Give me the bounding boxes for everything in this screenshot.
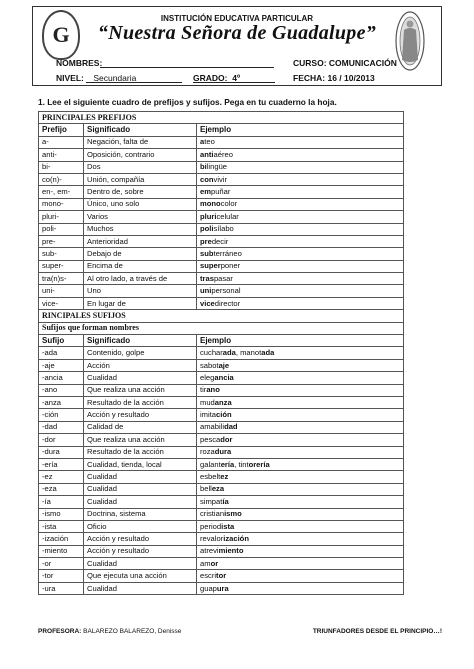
example-cell <box>197 161 404 173</box>
column-header: Significado <box>84 124 197 136</box>
suffix-row <box>39 471 404 483</box>
prefix-row <box>39 235 404 247</box>
example-stem: galant <box>200 459 221 469</box>
suffix-cell: -dor <box>39 434 84 446</box>
meaning-cell: Que realiza una acción <box>84 384 197 396</box>
meaning-cell: Dos <box>84 161 197 173</box>
example-cell <box>197 520 404 532</box>
example-cell <box>197 533 404 545</box>
prefix-cell: en-, em- <box>39 186 84 198</box>
suffixes-title-row <box>39 310 404 322</box>
column-header: Prefijo <box>39 124 84 136</box>
example-affix: ez <box>220 472 229 482</box>
meaning-cell: Encima de <box>84 260 197 272</box>
example-stem: mud <box>200 397 215 407</box>
example-stem: cuchar <box>200 348 223 358</box>
example-cell <box>197 545 404 557</box>
example-affix: anza <box>214 397 232 407</box>
suffix-row <box>39 558 404 570</box>
example-stem: esbelt <box>200 472 221 482</box>
prefixes-title: PRINCIPALES PREFIJOS <box>39 112 404 124</box>
suffix-row <box>39 533 404 545</box>
example-cell <box>197 483 404 495</box>
prefix-row <box>39 161 404 173</box>
suffix-row <box>39 496 404 508</box>
suffix-cell: -tor <box>39 570 84 582</box>
example-stem: amabili <box>200 422 225 432</box>
example-cell <box>197 173 404 185</box>
meaning-cell: Doctrina, sistema <box>84 508 197 520</box>
meaning-cell: Dentro de, sobre <box>84 186 197 198</box>
meaning-cell: Resultado de la acción <box>84 396 197 408</box>
example-affix: ería <box>220 459 235 469</box>
meaning-cell: Muchos <box>84 223 197 235</box>
example-affix: dura <box>214 447 232 457</box>
meaning-cell: Cualidad <box>84 372 197 384</box>
suffix-cell: -or <box>39 558 84 570</box>
prefix-row <box>39 211 404 223</box>
suffix-row <box>39 421 404 433</box>
footer-motto: TRIUNFADORES DESDE EL PRINCIPIO…! <box>312 628 442 635</box>
meaning-cell: Acción <box>84 359 197 371</box>
example-cell <box>197 434 404 446</box>
example-cell <box>197 471 404 483</box>
meaning-cell: Que realiza una acción <box>84 434 197 446</box>
example-rest: puñar <box>210 187 231 197</box>
suffix-row <box>39 409 404 421</box>
suffix-cell: -ada <box>39 347 84 359</box>
curso-field: CURSO: COMUNICACIÓN <box>293 58 397 68</box>
prefix-cell: a- <box>39 136 84 148</box>
example-cell <box>197 508 404 520</box>
footer <box>38 628 442 635</box>
suffixes-subtitle: Sufijos que forman nombres <box>39 322 404 334</box>
meaning-cell: En lugar de <box>84 297 197 309</box>
meaning-cell: Debajo de <box>84 248 197 260</box>
example-stem: tir <box>200 385 207 395</box>
suffix-cell: -ería <box>39 458 84 470</box>
example-cell <box>197 297 404 309</box>
example-cell <box>197 372 404 384</box>
example-rest: director <box>214 298 241 308</box>
example-cell <box>197 570 404 582</box>
meaning-cell: Cualidad <box>84 558 197 570</box>
prefix-row <box>39 173 404 185</box>
suffix-cell: -aje <box>39 359 84 371</box>
example-cell <box>197 136 404 148</box>
prefix-row <box>39 260 404 272</box>
example-cell <box>197 285 404 297</box>
meaning-cell: Cualidad, tienda, local <box>84 458 197 470</box>
meaning-cell: Oficio <box>84 520 197 532</box>
prefix-cell: co(n)- <box>39 173 84 185</box>
suffix-cell: -ano <box>39 384 84 396</box>
example-affix: ura <box>216 583 229 593</box>
suffix-row <box>39 508 404 520</box>
prefix-cell: tra(n)s- <box>39 273 84 285</box>
suffix-cell: -ancia <box>39 372 84 384</box>
example-affix: ista <box>221 521 235 531</box>
example-affix: ano <box>206 385 220 395</box>
suffix-cell: -anza <box>39 396 84 408</box>
example-cell <box>197 496 404 508</box>
prefix-cell: uni- <box>39 285 84 297</box>
suffix-cell: -ismo <box>39 508 84 520</box>
example-affix: ancia <box>214 372 234 382</box>
prefix-cell: vice- <box>39 297 84 309</box>
column-header: Ejemplo <box>197 124 404 136</box>
example-stem: atrevi <box>200 546 219 556</box>
meaning-cell: Acción y resultado <box>84 409 197 421</box>
suffix-row <box>39 582 404 594</box>
meaning-cell: Contenido, golpe <box>84 347 197 359</box>
example-stem: sabot <box>200 360 219 370</box>
prefix-cell: pluri- <box>39 211 84 223</box>
meaning-cell: Uno <box>84 285 197 297</box>
prefix-cell: poli- <box>39 223 84 235</box>
meaning-cell: Cualidad <box>84 496 197 508</box>
example-stem: roza <box>200 447 215 457</box>
meaning-cell: Acción y resultado <box>84 545 197 557</box>
suffix-row <box>39 570 404 582</box>
example-affix: bi <box>200 162 207 172</box>
example-cell <box>197 396 404 408</box>
example-rest: celular <box>216 211 239 221</box>
nombres-line[interactable] <box>100 67 274 68</box>
example-affix: dad <box>224 422 238 432</box>
prefixes-title-row <box>39 112 404 124</box>
prefix-row <box>39 136 404 148</box>
example-cell <box>197 149 404 161</box>
prefix-cell: pre- <box>39 235 84 247</box>
suffix-cell: -ción <box>39 409 84 421</box>
example-stem: revalor <box>200 533 224 543</box>
example-cell <box>197 186 404 198</box>
suffix-row <box>39 458 404 470</box>
example-rest: poner <box>220 261 241 271</box>
example-stem: cristian <box>200 509 225 519</box>
suffix-cell: -ura <box>39 582 84 594</box>
grado-field: GRADO: 4º <box>193 73 241 83</box>
prefix-row <box>39 285 404 297</box>
example-stem: eleg <box>200 372 215 382</box>
meaning-cell: Cualidad <box>84 471 197 483</box>
suffix-row <box>39 384 404 396</box>
example-affix: or <box>210 558 219 568</box>
example-affix: con <box>200 174 214 184</box>
instruction-text: 1. Lee el siguiente cuadro de prefijos y sufijos. Pega en tu cuaderno la hoja. <box>38 97 337 107</box>
suffix-cell: -dad <box>39 421 84 433</box>
meaning-cell: Cualidad <box>84 483 197 495</box>
example-cell <box>197 347 404 359</box>
meaning-cell: Oposición, contrario <box>84 149 197 161</box>
example-stem: , manot <box>235 348 262 358</box>
example-cell <box>197 409 404 421</box>
example-stem: period <box>200 521 222 531</box>
suffix-row <box>39 359 404 371</box>
example-stem: imita <box>200 410 217 420</box>
prefix-row <box>39 248 404 260</box>
prefix-cell: anti- <box>39 149 84 161</box>
example-stem: simpat <box>200 496 223 506</box>
example-affix: super <box>200 261 221 271</box>
example-affix: ción <box>216 410 232 420</box>
column-header: Sufijo <box>39 335 84 347</box>
example-affix: dor <box>220 434 233 444</box>
meaning-cell: Anterioridad <box>84 235 197 247</box>
example-affix: poli <box>200 224 214 234</box>
prefix-row <box>39 149 404 161</box>
example-affix: ía <box>222 496 229 506</box>
nombres-label: NOMBRES: <box>56 58 103 68</box>
prefix-row <box>39 223 404 235</box>
example-stem: escri <box>200 571 217 581</box>
prefix-row <box>39 186 404 198</box>
suffix-row <box>39 347 404 359</box>
school-name: “Nuestra Señora de Guadalupe” <box>97 22 377 44</box>
example-affix: miento <box>218 546 244 556</box>
example-cell <box>197 223 404 235</box>
suffix-cell: -ista <box>39 520 84 532</box>
meaning-cell: Único, uno solo <box>84 198 197 210</box>
prefix-row <box>39 198 404 210</box>
example-affix: vice <box>200 298 215 308</box>
example-affix: a <box>200 137 205 147</box>
suffix-cell: -dura <box>39 446 84 458</box>
example-rest: color <box>220 199 238 209</box>
suffix-row <box>39 446 404 458</box>
example-affix: tor <box>216 571 227 581</box>
example-rest: terráneo <box>213 248 242 258</box>
grado-line <box>193 82 275 83</box>
example-affix: em <box>200 187 211 197</box>
example-stem: , tint <box>234 459 249 469</box>
example-affix: orería <box>248 459 270 469</box>
meaning-cell: Que ejecuta una acción <box>84 570 197 582</box>
logo-letter: G <box>52 22 70 47</box>
example-affix: eza <box>211 484 225 494</box>
example-cell <box>197 558 404 570</box>
example-affix: mono <box>200 199 221 209</box>
example-cell <box>197 198 404 210</box>
suffix-row <box>39 545 404 557</box>
profesora-line: PROFESORA: BALAREZO BALAREZO, Denisse <box>38 628 182 635</box>
example-cell <box>197 384 404 396</box>
example-affix: ismo <box>224 509 242 519</box>
example-cell <box>197 359 404 371</box>
nivel-field: NIVEL: Secundaria <box>56 73 137 83</box>
suffix-cell: -miento <box>39 545 84 557</box>
prefix-cell: mono- <box>39 198 84 210</box>
example-cell <box>197 421 404 433</box>
example-cell <box>197 446 404 458</box>
example-affix: pluri <box>200 211 217 221</box>
example-cell <box>197 260 404 272</box>
example-affix: pre <box>200 236 212 246</box>
institution-title: INSTITUCIÓN EDUCATIVA PARTICULAR <box>160 14 314 23</box>
example-affix: tras <box>200 273 214 283</box>
affixes-table-body <box>39 112 404 595</box>
suffix-cell: -ización <box>39 533 84 545</box>
suffixes-subtitle-row <box>39 322 404 334</box>
example-cell <box>197 235 404 247</box>
column-header: Ejemplo <box>197 335 404 347</box>
example-affix: sub <box>200 248 214 258</box>
suffix-row <box>39 483 404 495</box>
example-affix: aje <box>218 360 230 370</box>
example-affix: ización <box>223 533 249 543</box>
prefix-cell: sub- <box>39 248 84 260</box>
meaning-cell: Unión, compañía <box>84 173 197 185</box>
meaning-cell: Al otro lado, a través de <box>84 273 197 285</box>
suffix-cell: -ez <box>39 471 84 483</box>
suffix-cell: -ía <box>39 496 84 508</box>
nivel-line <box>86 82 182 83</box>
suffixes-title: RINCIPALES SUFIJOS <box>39 310 404 322</box>
example-affix: ada <box>222 348 236 358</box>
example-rest: lingüe <box>206 162 228 172</box>
affixes-table <box>38 111 404 595</box>
suffixes-header-row <box>39 335 404 347</box>
example-affix: anti <box>200 149 214 159</box>
example-stem: bell <box>200 484 212 494</box>
example-rest: sílabo <box>213 224 234 234</box>
suffix-row <box>39 434 404 446</box>
column-header: Significado <box>84 335 197 347</box>
example-cell <box>197 211 404 223</box>
example-stem: am <box>200 558 211 568</box>
meaning-cell: Acción y resultado <box>84 533 197 545</box>
example-cell <box>197 273 404 285</box>
meaning-cell: Negación, falta de <box>84 136 197 148</box>
example-rest: teo <box>204 137 215 147</box>
meaning-cell: Cualidad <box>84 582 197 594</box>
suffix-row <box>39 372 404 384</box>
example-rest: vivir <box>213 174 228 184</box>
meaning-cell: Varios <box>84 211 197 223</box>
example-affix: uni <box>200 286 212 296</box>
example-rest: pasar <box>213 273 233 283</box>
suffix-cell: -eza <box>39 483 84 495</box>
example-rest: decir <box>211 236 229 246</box>
example-affix: ada <box>261 348 275 358</box>
prefix-cell: super- <box>39 260 84 272</box>
suffix-row <box>39 396 404 408</box>
fecha-field: FECHA: 16 / 10/2013 <box>293 73 375 83</box>
example-cell <box>197 458 404 470</box>
suffix-row <box>39 520 404 532</box>
example-rest: personal <box>211 286 241 296</box>
prefix-cell: bi- <box>39 161 84 173</box>
prefixes-header-row <box>39 124 404 136</box>
prefix-row <box>39 297 404 309</box>
example-cell <box>197 582 404 594</box>
meaning-cell: Calidad de <box>84 421 197 433</box>
meaning-cell: Resultado de la acción <box>84 446 197 458</box>
example-cell <box>197 248 404 260</box>
example-stem: pesca <box>200 434 221 444</box>
prefix-row <box>39 273 404 285</box>
example-stem: guap <box>200 583 217 593</box>
example-rest: aéreo <box>213 149 233 159</box>
